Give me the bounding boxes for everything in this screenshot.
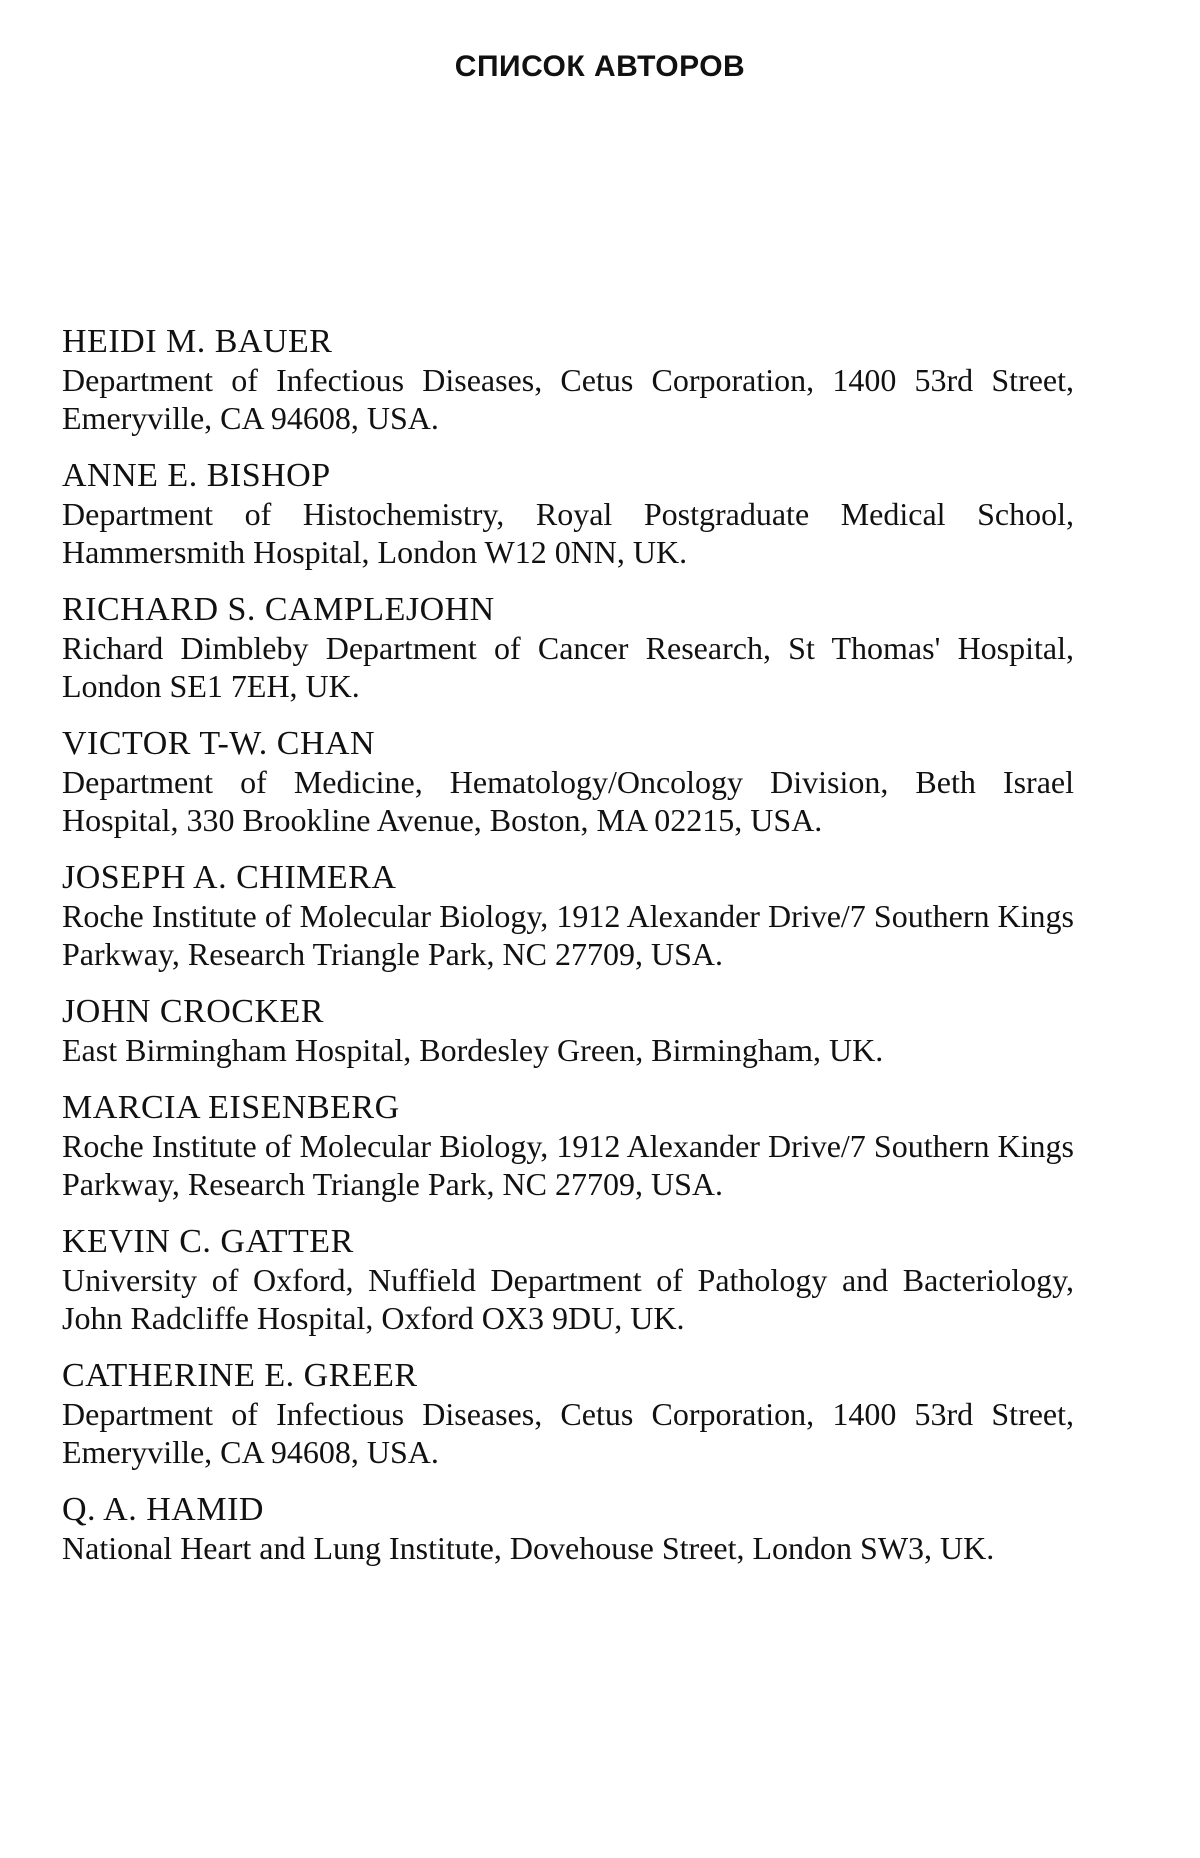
- author-affiliation: University of Oxford, Nuffield Department of Pathology and Bacteriology, John Radcliffe Hospital, Oxford OX3 9DU, UK.: [62, 1262, 1074, 1336]
- author-list: [62, 323, 1074, 1587]
- author-name: JOHN CROCKER: [62, 993, 324, 1030]
- author-name: VICTOR T-W. CHAN: [62, 725, 376, 762]
- author-entry: [62, 1357, 1074, 1471]
- author-name: KEVIN C. GATTER: [62, 1223, 354, 1260]
- author-entry: [62, 859, 1074, 973]
- author-entry: [62, 1491, 1074, 1567]
- author-entry: [62, 457, 1074, 571]
- author-entry: [62, 323, 1074, 437]
- author-name: JOSEPH A. CHIMERA: [62, 859, 397, 896]
- author-affiliation: National Heart and Lung Institute, Dovehouse Street, London SW3, UK.: [62, 1530, 995, 1566]
- author-entry: [62, 725, 1074, 839]
- author-affiliation: Department of Infectious Diseases, Cetus Corporation, 1400 53rd Street, Emeryville, CA 94608, USA.: [62, 362, 1074, 436]
- author-entry: [62, 591, 1074, 705]
- author-affiliation: Roche Institute of Molecular Biology, 1912 Alexander Drive/7 Southern Kings Parkway, Research Triangle Park, NC 27709, USA.: [62, 1128, 1074, 1202]
- author-affiliation: Richard Dimbleby Department of Cancer Research, St Thomas' Hospital, London SE1 7EH, UK.: [62, 630, 1074, 704]
- author-affiliation: East Birmingham Hospital, Bordesley Green, Birmingham, UK.: [62, 1032, 884, 1068]
- author-name: MARCIA EISENBERG: [62, 1089, 400, 1126]
- author-entry: [62, 1089, 1074, 1203]
- author-name: ANNE E. BISHOP: [62, 457, 331, 494]
- author-entry: [62, 993, 1074, 1069]
- author-affiliation: Department of Histochemistry, Royal Postgraduate Medical School, Hammersmith Hospital, London W12 0NN, UK.: [62, 496, 1074, 570]
- author-name: Q. A. HAMID: [62, 1491, 264, 1528]
- page-title: СПИСОК АВТОРОВ: [454, 50, 746, 83]
- author-affiliation: Department of Medicine, Hematology/Oncology Division, Beth Israel Hospital, 330 Brookline Avenue, Boston, MA 02215, USA.: [62, 764, 1074, 838]
- author-name: HEIDI M. BAUER: [62, 323, 333, 360]
- author-affiliation: Roche Institute of Molecular Biology, 1912 Alexander Drive/7 Southern Kings Parkway, Research Triangle Park, NC 27709, USA.: [62, 898, 1074, 972]
- author-entry: [62, 1223, 1074, 1337]
- author-name: CATHERINE E. GREER: [62, 1357, 418, 1394]
- author-affiliation: Department of Infectious Diseases, Cetus Corporation, 1400 53rd Street, Emeryville, CA 94608, USA.: [62, 1396, 1074, 1470]
- author-name: RICHARD S. CAMPLEJOHN: [62, 591, 495, 628]
